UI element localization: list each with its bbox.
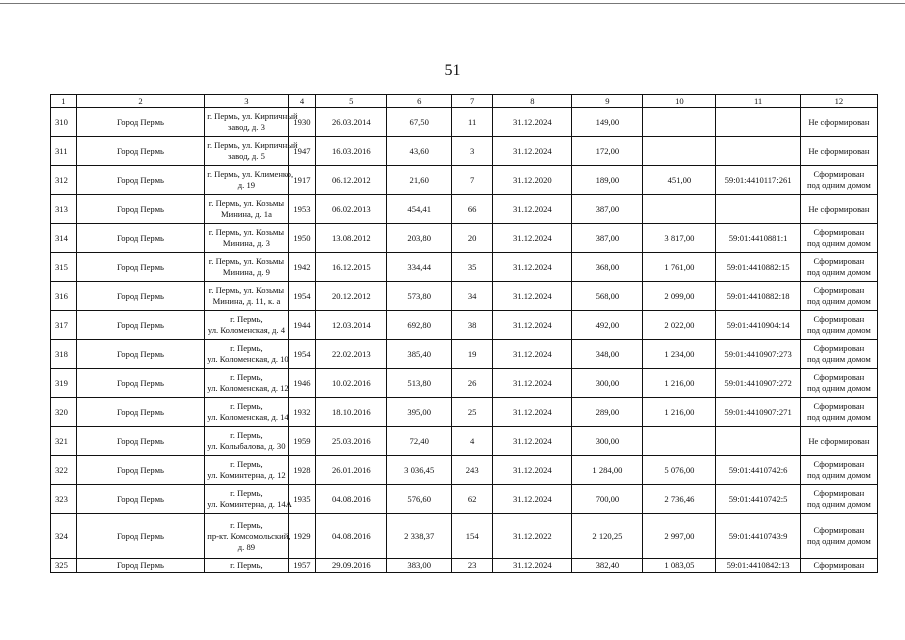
address-cell [205,427,288,456]
year-cell: 1947 [288,137,316,166]
cadastral-cell [716,137,800,166]
header-cell: 4 [288,95,316,108]
header-cell: 9 [572,95,643,108]
year-cell: 1930 [288,108,316,137]
value-9-cell: 387,00 [572,195,643,224]
city-cell: Город Пермь [76,137,205,166]
address-cell-line: г. Пермь, [230,372,263,382]
address-cell-line: г. Пермь, [230,430,263,440]
residents-cell: 26 [452,369,493,398]
row-number-cell: 312 [51,166,77,195]
table-row [51,559,878,573]
year-cell: 1942 [288,253,316,282]
address-cell-line: г. Пермь, ул. Клименко, [207,169,294,179]
deadline-cell: 31.12.2024 [493,282,572,311]
city-cell: Город Пермь [76,559,205,573]
address-cell-line: ул. Коминтерна, д. 14А [207,499,292,509]
table-row [51,398,878,427]
status-cell-line: под одним домом [806,470,871,480]
status-cell [800,456,877,485]
deadline-cell: 31.12.2022 [493,514,572,559]
address-cell [205,398,288,427]
page-number: 51 [444,62,461,79]
area-cell: 334,44 [387,253,452,282]
status-cell-line: Не сформирован [808,145,870,156]
status-cell-line: Сформирован [813,459,865,469]
row-number-cell: 313 [51,195,77,224]
residents-cell: 66 [452,195,493,224]
header-cell: 3 [205,95,288,108]
row-number-cell: 320 [51,398,77,427]
deadline-cell: 31.12.2024 [493,427,572,456]
deadline-cell: 31.12.2024 [493,195,572,224]
deadline-cell: 31.12.2024 [493,485,572,514]
value-9-cell: 387,00 [572,224,643,253]
value-9-cell: 300,00 [572,369,643,398]
area-cell: 454,41 [387,195,452,224]
status-cell-line: под одним домом [806,354,871,364]
cadastral-cell: 59:01:4410881:1 [716,224,800,253]
value-10-cell: 2 099,00 [643,282,716,311]
status-cell-line: Сформирован [813,256,865,266]
address-cell [205,485,292,514]
city-cell: Город Пермь [76,108,205,137]
date-cell: 22.02.2013 [316,340,387,369]
status-cell-line: Сформирован [813,314,865,324]
year-cell: 1928 [288,456,316,485]
status-cell-line: Сформирован [813,372,865,382]
cadastral-cell: 59:01:4410742:6 [716,456,800,485]
address-cell-line: ул. Коломенская, д. 12 [207,383,289,393]
value-10-cell: 3 817,00 [643,224,716,253]
date-cell: 10.02.2016 [316,369,387,398]
address-cell [205,369,288,398]
status-cell-line: под одним домом [806,499,871,509]
area-cell: 203,80 [387,224,452,253]
status-cell [800,340,877,369]
area-cell: 383,00 [387,559,452,573]
address-cell-line: г. Пермь, ул. Козьмы [208,285,285,295]
deadline-cell: 31.12.2024 [493,253,572,282]
cadastral-cell: 59:01:4410743:9 [716,514,800,559]
row-number-cell: 323 [51,485,77,514]
value-9-cell: 289,00 [572,398,643,427]
header-cell: 12 [800,95,877,108]
status-cell-line: Сформирован [813,525,865,535]
status-cell [800,311,877,340]
status-cell [800,369,877,398]
status-cell [800,398,877,427]
address-cell [205,340,288,369]
address-cell-line: г. Пермь, ул. Козьмы [208,227,285,237]
date-cell: 06.02.2013 [316,195,387,224]
value-10-cell [643,108,716,137]
row-number-cell: 316 [51,282,77,311]
address-cell [205,224,288,253]
value-10-cell: 2 022,00 [643,311,716,340]
address-cell [205,166,294,195]
date-cell: 13.08.2012 [316,224,387,253]
row-number-cell: 310 [51,108,77,137]
table-row [51,253,878,282]
date-cell: 26.01.2016 [316,456,387,485]
header-cell: 1 [51,95,77,108]
table-row [51,514,878,559]
year-cell: 1946 [288,369,316,398]
address-cell-line: г. Пермь, [230,459,263,469]
table-row [51,427,878,456]
status-cell-line: Не сформирован [808,116,870,127]
header-cell: 8 [493,95,572,108]
residents-cell: 19 [452,340,493,369]
address-cell-line: г. Пермь, ул. Козьмы [208,198,285,208]
residents-cell: 35 [452,253,493,282]
value-10-cell: 451,00 [643,166,716,195]
housing-table [50,94,878,573]
residents-cell: 38 [452,311,493,340]
year-cell: 1944 [288,311,316,340]
status-cell-line: Сформирован [813,285,865,295]
status-cell-line: под одним домом [806,412,871,422]
city-cell: Город Пермь [76,282,205,311]
value-9-cell: 368,00 [572,253,643,282]
value-10-cell [643,195,716,224]
address-cell-line: ул. Коломенская, д. 4 [207,325,285,335]
city-cell: Город Пермь [76,427,205,456]
value-10-cell: 1 216,00 [643,398,716,427]
date-cell: 16.03.2016 [316,137,387,166]
header-cell: 6 [387,95,452,108]
status-cell [800,427,877,456]
year-cell: 1932 [288,398,316,427]
address-cell [205,253,288,282]
table-row [51,485,878,514]
year-cell: 1957 [288,559,316,573]
row-number-cell: 314 [51,224,77,253]
residents-cell: 7 [452,166,493,195]
cadastral-cell: 59:01:4410882:15 [716,253,800,282]
status-cell-line: под одним домом [806,536,871,546]
table-row [51,340,878,369]
city-cell: Город Пермь [76,398,205,427]
value-10-cell: 5 076,00 [643,456,716,485]
year-cell: 1917 [288,166,316,195]
row-number-cell: 311 [51,137,77,166]
cadastral-cell [716,195,800,224]
address-cell-line: Минина, д. 9 [222,267,270,277]
address-cell-line: Минина, д. 1а [220,209,272,219]
value-10-cell [643,137,716,166]
address-cell [205,311,288,340]
year-cell: 1950 [288,224,316,253]
status-cell-line: под одним домом [806,296,871,306]
top-rule [0,3,905,4]
residents-cell: 154 [452,514,493,559]
header-cell: 7 [452,95,493,108]
residents-cell: 11 [452,108,493,137]
city-cell: Город Пермь [76,195,205,224]
year-cell: 1929 [288,514,316,559]
value-9-cell: 189,00 [572,166,643,195]
address-cell-line: ул. Коломенская, д. 14 [207,412,289,422]
date-cell: 04.08.2016 [316,514,387,559]
area-cell: 692,80 [387,311,452,340]
status-cell-line: Сформирован [813,227,865,237]
value-9-cell: 2 120,25 [572,514,643,559]
cadastral-cell: 59:01:4410742:5 [716,485,800,514]
deadline-cell: 31.12.2024 [493,311,572,340]
address-cell-line: г. Пермь, [230,343,263,353]
header-cell: 5 [316,95,387,108]
address-cell-line: завод, д. 5 [227,151,265,161]
address-cell [205,456,288,485]
row-number-cell: 322 [51,456,77,485]
value-9-cell: 149,00 [572,108,643,137]
address-cell [205,559,288,573]
cadastral-cell: 59:01:4410907:271 [716,398,800,427]
residents-cell: 4 [452,427,493,456]
address-cell [205,195,288,224]
value-10-cell: 1 761,00 [643,253,716,282]
address-cell [205,137,298,166]
area-cell: 67,50 [387,108,452,137]
status-cell [800,137,877,166]
status-cell-line: под одним домом [806,325,871,335]
address-cell-line: Минина, д. 11, к. а [212,296,281,306]
value-9-cell: 348,00 [572,340,643,369]
deadline-cell: 31.12.2024 [493,456,572,485]
value-10-cell: 2 997,00 [643,514,716,559]
value-9-cell: 568,00 [572,282,643,311]
date-cell: 18.10.2016 [316,398,387,427]
address-cell-line: завод, д. 3 [227,122,265,132]
row-number-cell: 324 [51,514,77,559]
year-cell: 1954 [288,282,316,311]
year-cell: 1953 [288,195,316,224]
table-row [51,195,878,224]
status-cell-line: под одним домом [806,267,871,277]
area-cell: 2 338,37 [387,514,452,559]
cadastral-cell: 59:01:4410904:14 [716,311,800,340]
row-number-cell: 315 [51,253,77,282]
city-cell: Город Пермь [76,369,205,398]
table-row [51,456,878,485]
deadline-cell: 31.12.2024 [493,369,572,398]
year-cell: 1959 [288,427,316,456]
deadline-cell: 31.12.2024 [493,340,572,369]
address-cell-line: д. 89 [237,541,256,552]
year-cell: 1954 [288,340,316,369]
header-row [51,95,878,108]
table-row [51,108,878,137]
status-cell-line: Сформирован [813,401,865,411]
status-cell-line: под одним домом [806,383,871,393]
status-cell [800,253,877,282]
area-cell: 21,60 [387,166,452,195]
date-cell: 12.03.2014 [316,311,387,340]
deadline-cell: 31.12.2024 [493,137,572,166]
status-cell-line: Сформирован [813,560,865,570]
value-10-cell: 2 736,46 [643,485,716,514]
residents-cell: 3 [452,137,493,166]
address-cell [205,282,288,311]
address-cell-line: г. Пермь, ул. Кирпичный [207,111,298,121]
area-cell: 513,80 [387,369,452,398]
address-cell-line: ул. Коминтерна, д. 12 [207,470,286,480]
address-cell-line: ул. Коломенская, д. 10 [207,354,289,364]
address-cell-line: Минина, д. 3 [222,238,270,248]
city-cell: Город Пермь [76,485,205,514]
residents-cell: 34 [452,282,493,311]
city-cell: Город Пермь [76,514,205,559]
cadastral-cell: 59:01:4410117:261 [716,166,800,195]
status-cell-line: под одним домом [806,238,871,248]
date-cell: 16.12.2015 [316,253,387,282]
value-9-cell: 172,00 [572,137,643,166]
area-cell: 395,00 [387,398,452,427]
status-cell-line: Не сформирован [808,435,870,446]
date-cell: 20.12.2012 [316,282,387,311]
value-9-cell: 300,00 [572,427,643,456]
residents-cell: 23 [452,559,493,573]
date-cell: 29.09.2016 [316,559,387,573]
value-9-cell: 700,00 [572,485,643,514]
cadastral-cell: 59:01:4410907:273 [716,340,800,369]
area-cell: 573,80 [387,282,452,311]
residents-cell: 25 [452,398,493,427]
date-cell: 26.03.2014 [316,108,387,137]
residents-cell: 243 [452,456,493,485]
status-cell [800,108,877,137]
status-cell [800,559,877,573]
address-cell-line: г. Пермь, [230,519,263,530]
value-10-cell [643,427,716,456]
table-row [51,224,878,253]
date-cell: 04.08.2016 [316,485,387,514]
row-number-cell: 319 [51,369,77,398]
year-cell: 1935 [288,485,316,514]
city-cell: Город Пермь [76,456,205,485]
deadline-cell: 31.12.2024 [493,108,572,137]
area-cell: 43,60 [387,137,452,166]
header-cell: 11 [716,95,800,108]
city-cell: Город Пермь [76,253,205,282]
status-cell-line: Не сформирован [808,203,870,214]
table-row [51,137,878,166]
status-cell [800,485,877,514]
value-9-cell: 382,40 [572,559,643,573]
address-cell-line: г. Пермь, ул. Кирпичный [207,140,298,150]
area-cell: 576,60 [387,485,452,514]
value-10-cell: 1 234,00 [643,340,716,369]
cadastral-cell: 59:01:4410882:18 [716,282,800,311]
address-cell-line: ул. Колыбалова, д. 30 [207,441,286,451]
status-cell-line: Сформирован [813,169,865,179]
cadastral-cell [716,108,800,137]
city-cell: Город Пермь [76,311,205,340]
status-cell [800,166,877,195]
value-10-cell: 1 083,05 [643,559,716,573]
status-cell [800,282,877,311]
city-cell: Город Пермь [76,224,205,253]
table-row [51,282,878,311]
area-cell: 385,40 [387,340,452,369]
table-row [51,166,878,195]
row-number-cell: 318 [51,340,77,369]
deadline-cell: 31.12.2024 [493,224,572,253]
address-cell [205,108,298,137]
address-cell [205,514,291,559]
table-row [51,369,878,398]
status-cell [800,195,877,224]
status-cell-line: Сформирован [813,488,865,498]
residents-cell: 20 [452,224,493,253]
status-cell [800,224,877,253]
status-cell [800,514,877,559]
address-cell-line: г. Пермь, [230,401,263,411]
status-cell-line: Сформирован [813,343,865,353]
table-row [51,311,878,340]
address-cell-line: г. Пермь, [230,314,263,324]
address-cell-line: г. Пермь, [230,488,263,498]
date-cell: 25.03.2016 [316,427,387,456]
area-cell: 72,40 [387,427,452,456]
residents-cell: 62 [452,485,493,514]
value-10-cell: 1 216,00 [643,369,716,398]
city-cell: Город Пермь [76,340,205,369]
address-cell-line: пр-кт. Комсомольский, [207,530,291,541]
address-cell-line: д. 19 [237,180,256,190]
deadline-cell: 31.12.2020 [493,166,572,195]
cadastral-cell: 59:01:4410907:272 [716,369,800,398]
city-cell: Город Пермь [76,166,205,195]
deadline-cell: 31.12.2024 [493,559,572,573]
header-cell: 10 [643,95,716,108]
address-cell-line: г. Пермь, [230,560,263,570]
value-9-cell: 1 284,00 [572,456,643,485]
row-number-cell: 321 [51,427,77,456]
deadline-cell: 31.12.2024 [493,398,572,427]
cadastral-cell [716,427,800,456]
header-cell: 2 [76,95,205,108]
row-number-cell: 325 [51,559,77,573]
address-cell-line: г. Пермь, ул. Козьмы [208,256,285,266]
status-cell-line: под одним домом [806,180,871,190]
cadastral-cell: 59:01:4410842:13 [716,559,800,573]
date-cell: 06.12.2012 [316,166,387,195]
row-number-cell: 317 [51,311,77,340]
area-cell: 3 036,45 [387,456,452,485]
value-9-cell: 492,00 [572,311,643,340]
